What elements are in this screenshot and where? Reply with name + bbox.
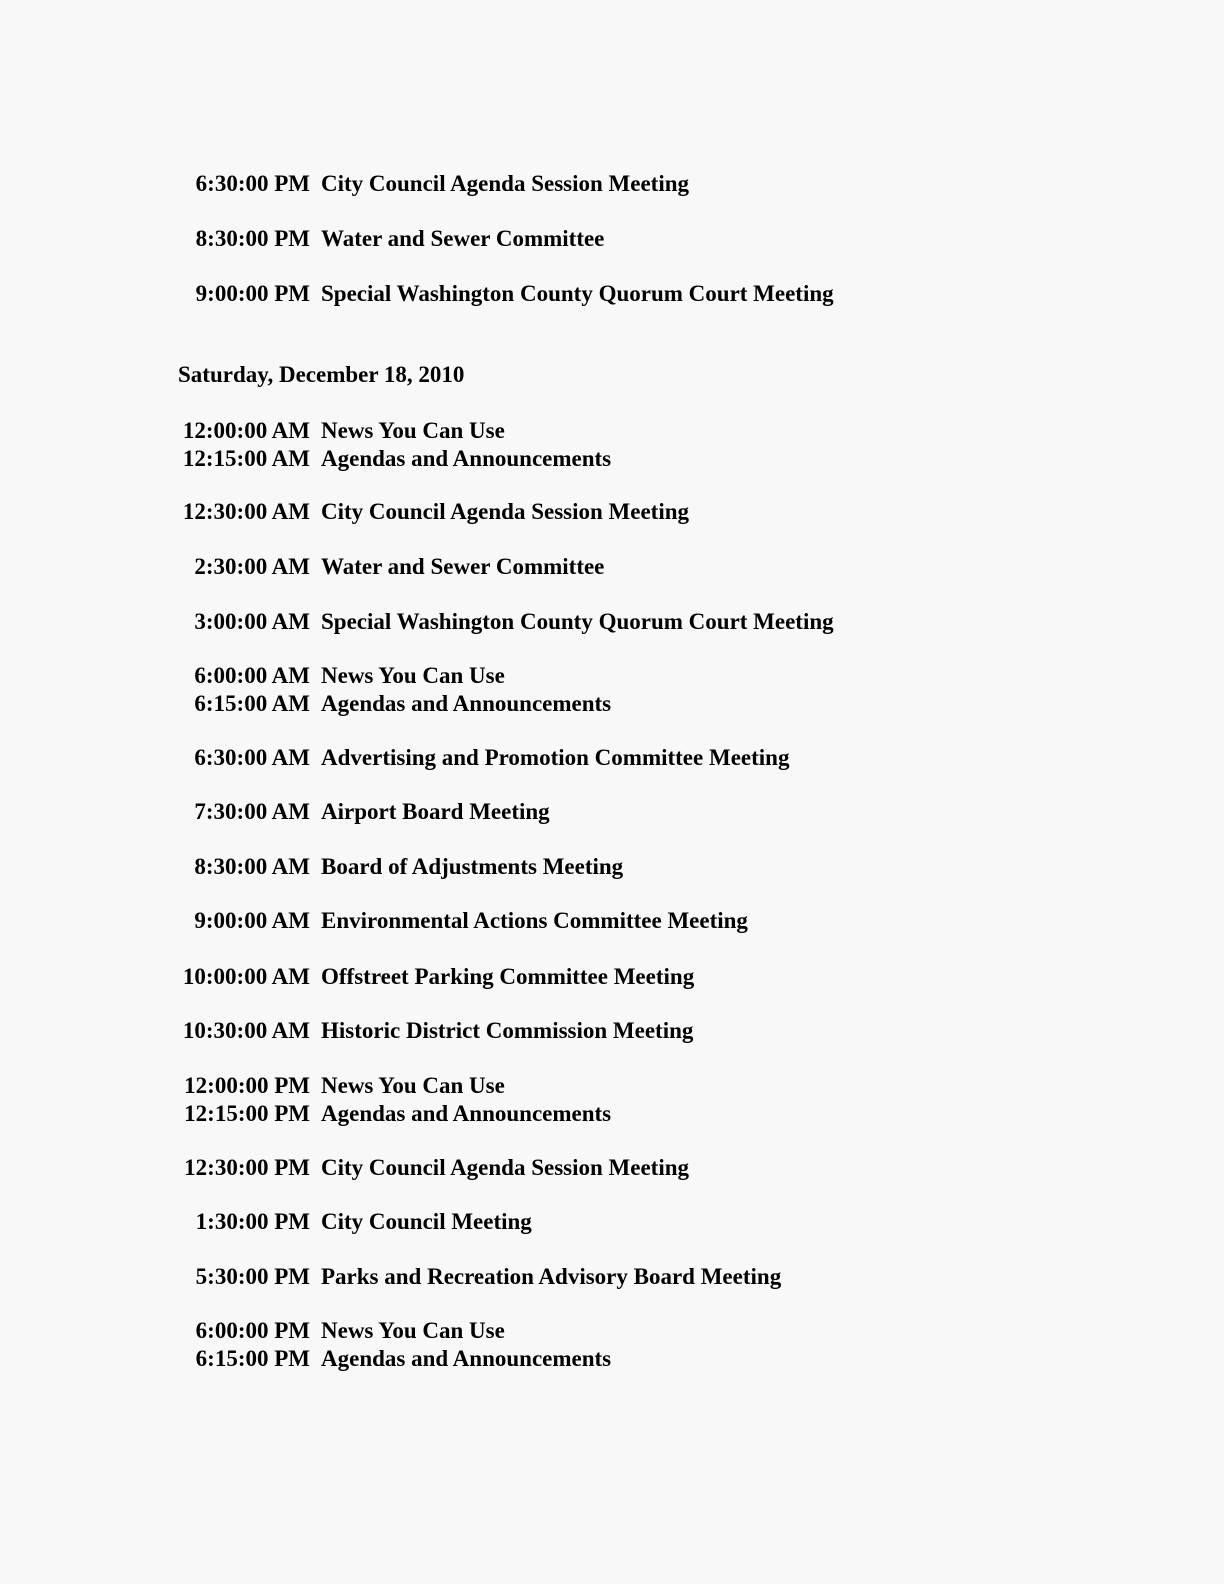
schedule-entry-group: [178, 662, 978, 718]
schedule-entry: [178, 744, 978, 772]
entry-title: Board of Adjustments Meeting: [321, 854, 624, 879]
entry-time: 12:30:00 PM: [184, 1155, 310, 1180]
schedule-entry-group: [178, 417, 978, 473]
schedule-entry: [178, 280, 978, 308]
schedule-entry: [178, 608, 978, 636]
entry-title: Water and Sewer Committee: [321, 226, 605, 251]
entry-time: 12:00:00 PM: [184, 1073, 310, 1098]
entry-time: 10:30:00 AM: [182, 1018, 310, 1043]
entry-title: Advertising and Promotion Committee Meeting: [321, 745, 790, 770]
entry-title: City Council Agenda Session Meeting: [321, 499, 690, 524]
entry-title: Agendas and Announcements: [321, 1346, 612, 1371]
schedule-entry: [178, 1345, 978, 1373]
entry-time: 1:30:00 PM: [195, 1209, 310, 1234]
entry-time: 6:15:00 AM: [194, 691, 310, 716]
entry-title: Environmental Actions Committee Meeting: [321, 908, 748, 933]
entry-title: Parks and Recreation Advisory Board Meeting: [321, 1264, 782, 1289]
entry-title: Agendas and Announcements: [321, 446, 612, 471]
schedule-entry: [178, 170, 978, 198]
entry-time: 8:30:00 AM: [194, 854, 310, 879]
schedule-entry: [178, 1317, 978, 1345]
schedule-entry: [178, 1154, 978, 1182]
entry-time: 6:30:00 AM: [194, 745, 310, 770]
schedule-entry: [178, 225, 978, 253]
date-heading: Saturday, December 18, 2010: [178, 362, 465, 387]
entry-title: News You Can Use: [321, 1073, 505, 1098]
entry-time: 12:30:00 AM: [182, 499, 310, 524]
schedule-entry-group: [178, 1317, 978, 1373]
entry-time: 6:15:00 PM: [195, 1346, 310, 1371]
entry-time: 6:00:00 AM: [194, 663, 310, 688]
entry-title: City Council Agenda Session Meeting: [321, 1155, 690, 1180]
entry-title: Airport Board Meeting: [321, 799, 550, 824]
schedule-entry: [178, 445, 978, 473]
schedule-entry: [178, 907, 978, 935]
entry-time: 6:30:00 PM: [195, 171, 310, 196]
entry-title: News You Can Use: [321, 418, 505, 443]
schedule-entry-group: [178, 1072, 978, 1128]
entry-time: 10:00:00 AM: [182, 964, 310, 989]
entry-title: News You Can Use: [321, 1318, 505, 1343]
entry-time: 7:30:00 AM: [194, 799, 310, 824]
entry-time: 12:00:00 AM: [182, 418, 310, 443]
entry-time: 9:00:00 PM: [195, 281, 310, 306]
entry-title: Special Washington County Quorum Court Meeting: [321, 281, 834, 306]
schedule-entry: [178, 690, 978, 718]
entry-title: City Council Agenda Session Meeting: [321, 171, 690, 196]
schedule-entry: [178, 498, 978, 526]
schedule-entry: [178, 1263, 978, 1291]
schedule-entry: [178, 662, 978, 690]
entry-time: 2:30:00 AM: [194, 554, 310, 579]
schedule-entry: [178, 1017, 978, 1045]
schedule-entry: [178, 1208, 978, 1236]
entry-title: Agendas and Announcements: [321, 691, 612, 716]
schedule-entry: [178, 798, 978, 826]
schedule-entry: [178, 1100, 978, 1128]
schedule-entry: [178, 1072, 978, 1100]
entry-time: 6:00:00 PM: [195, 1318, 310, 1343]
entry-time: 8:30:00 PM: [195, 226, 310, 251]
entry-time: 5:30:00 PM: [195, 1264, 310, 1289]
schedule-entry: [178, 853, 978, 881]
schedule-entry: [178, 417, 978, 445]
entry-title: City Council Meeting: [321, 1209, 532, 1234]
entry-title: Offstreet Parking Committee Meeting: [321, 964, 695, 989]
entry-time: 12:15:00 AM: [182, 446, 310, 471]
entry-title: Agendas and Announcements: [321, 1101, 612, 1126]
entry-title: Historic District Commission Meeting: [321, 1018, 694, 1043]
entry-title: News You Can Use: [321, 663, 505, 688]
entry-title: Special Washington County Quorum Court Meeting: [321, 609, 834, 634]
entry-title: Water and Sewer Committee: [321, 554, 605, 579]
entry-time: 9:00:00 AM: [194, 908, 310, 933]
entry-time: 12:15:00 PM: [184, 1101, 310, 1126]
schedule-entry: [178, 553, 978, 581]
entry-time: 3:00:00 AM: [194, 609, 310, 634]
schedule-entry: [178, 963, 978, 991]
